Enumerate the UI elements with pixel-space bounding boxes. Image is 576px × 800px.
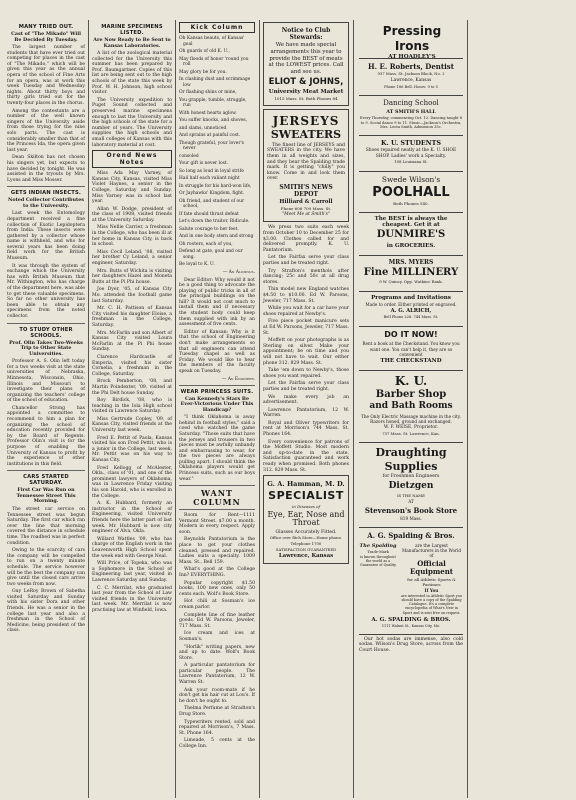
article-paragraph: Among the contestants are a number of the well known singers of the University aside from those trying for the nine solo parts. The cast is considerably smaller than that of the Princess Ida, the opera given last year.: [7, 108, 85, 153]
column-4: [260, 0, 352, 800]
ad-text: Glasses Accurately Fitted.: [275, 529, 337, 535]
poem-line: and slams, unnoticed: [179, 125, 227, 131]
ad-heading: Programs and Invitations: [371, 295, 451, 302]
ad-heading: Dancing School: [383, 99, 439, 108]
ad-heading: Pressing: [382, 24, 442, 38]
ad-heading: Draughting: [375, 446, 447, 460]
poem-line: Defend at gate, goal and our song.: [179, 249, 243, 260]
poem-line: Though grateful, your lover's never: [179, 140, 244, 151]
local-ad: Moffett on your photographs is as Sterling on silver. Make your appointment; be on time and you will not have to wait. Our either phone 312. 829 Mass. St.: [263, 338, 349, 366]
classified-ad: Ask your room-mate if he don't get his hair cut at Lou's. If he don't he ought to.: [179, 687, 255, 704]
poem-line: And in one body stern and strong: [179, 234, 254, 239]
ad-address: Phone 608 709 Mass. St.: [280, 205, 332, 211]
ad-address: 737 Mass. St. Lawrence, Kan.: [382, 430, 440, 436]
local-ad: Let the Fairfax serve your class parties and be treated right.: [263, 381, 349, 392]
ad-business-name: Stevenson's Book Store: [364, 505, 458, 515]
signature: — An Alumnus.: [222, 269, 255, 275]
draughting-supplies-ad: [359, 442, 463, 524]
news-note: Miss Gertrude Copley, '09, of Kansas City, visited friends at the University last week.: [92, 416, 172, 434]
ads-column: [356, 0, 466, 800]
article-paragraph: Owing to the scarcity of cars the company will be compelled to run on a twenty minute schedule. The service however will be the best the company can give until the closed cars arrive two weeks from now.: [7, 548, 85, 587]
ad-text: is known throughout the world as a Guarantee of Quality: [360, 555, 396, 568]
classified-ad: Hot chili at Sosman's ice cream parlor.: [179, 599, 255, 610]
barber-shop-ad: [359, 370, 463, 439]
news-note: Joe Dyer, '05, of Kansas City Mo. attended the football game last Saturday.: [92, 287, 172, 304]
classified-ad: What's good at the College Inn? EVERYTHING.: [179, 567, 255, 578]
poem-line: consoled: [179, 153, 199, 159]
ad-address: 937 Mass. St. Jackson Block, No. 2: [377, 71, 445, 77]
divider: [179, 485, 255, 486]
section-header-box: Orend News Notes: [92, 150, 172, 168]
divider: [7, 186, 85, 187]
subheadline: Are Now Ready to Be Sent to Kansas Laboratories.: [93, 37, 171, 49]
headline: WEAR PRINCESS SUITS.: [180, 388, 254, 395]
divider: [7, 323, 85, 324]
ad-subname: AT HOADLEY'S: [388, 54, 436, 61]
local-ad: Five piece pocket manicure sets at Ed W. Parsons, Jeweler, 717 Mass. St.: [263, 319, 349, 336]
want-column-header: WANT COLUMN: [193, 488, 241, 507]
classified-ad: Reynolds Pantatorium is the place to get your clothes cleaned, pressed and repaired. Ladies suits a specialty. 1009 Mass. St., Bell 159.: [179, 537, 255, 565]
ad-text: for Freshmen Engineers: [382, 474, 440, 480]
article-paragraph: Professor A. S. Olin left today for a two weeks visit at the state universities of Nebraska, Minnesota, Wisconsin, Ohio, Illinois and Missouri to investigate their plans of organizing the teachers' college of the school of education.: [7, 359, 85, 404]
divider: [179, 385, 255, 386]
poem-line: In struggle for his hard-won life,: [179, 183, 252, 189]
subheadline: Can Kennedy's Stars Be Ever-Victorious Under This Handicap?: [180, 395, 254, 413]
ad-text: are interested in Athletic Sport you should have a copy of the Spalding Catalogue. It's a complete encyclopedia of What's New in Sport and is sent free on request.: [401, 594, 462, 615]
divider: [7, 470, 85, 471]
ad-business-name: Dietzgen: [388, 481, 434, 492]
local-ad: Royal and Oliver typewriters for rent at Morrison's 744 Mass. St. Phones 164.: [263, 420, 349, 438]
poem-line: May glory be for you.: [179, 69, 227, 75]
news-note: A. K. Hubbard, formerly an instructor in the School of Engineering, visited University friends here the latter part of last week. Mr. Hubbard is now city engineer of Alva, Okla.: [92, 501, 172, 535]
ad-heading: K. U. STUDENTS: [380, 139, 441, 148]
ad-heading: DO IT NOW!: [384, 329, 438, 339]
spalding-logo: The Spalding: [359, 542, 397, 549]
news-note: Mr. C. H. Pattison of Kansas City visited his daughter Eloise, a freshman in the College, Saturday.: [92, 306, 172, 328]
dancing-school-ad: [359, 95, 463, 132]
subheadline: Prof. Olin Takes Two-Weeks Trip to Other State Universities.: [9, 339, 83, 357]
ad-address: 1015 Mass. St. Both Phones 84: [274, 95, 338, 101]
poem-line: Oh friend, and student of our school,: [179, 198, 245, 209]
classified-ad: Complete line of fine leather goods. Ed W. Parsons, Jeweler, 717 Mass. St.: [179, 612, 255, 629]
poem-line: In clashing dust and scrimmage low: [179, 77, 251, 88]
ad-text: Phone 186 Bell. Hours: 9 to 5: [384, 84, 438, 89]
ad-text: Both Phones 540.: [393, 201, 429, 207]
ad-address: 108 Louisiana St.: [394, 159, 428, 165]
headline: MARINE SPECIMENS LISTED.: [101, 24, 163, 36]
ad-text: The BEST is always the cheapest. Get it at: [374, 216, 448, 229]
ad-subname: University Meat Market: [268, 88, 344, 95]
ad-heading: Fine MILLINERY: [363, 266, 459, 278]
classified-ad: A particular pantatorium for particular people. The Lawrence Pantatorium, 12 W. Warren St.: [179, 663, 255, 686]
column-5b: [470, 0, 574, 800]
ad-text: Rent a book at the Checkstand. You know you want one. You can't help it, they are so convenient: [362, 341, 460, 357]
news-note: Miss Ada May Varney, of Kansas City, Kansas, visited Miss Violet Haynes, a senior in the College, Saturday and Sunday. Miss Varney was in school last year.: [92, 171, 172, 205]
ad-address: Bell Phone 228. 744 Mass. St.: [383, 315, 439, 320]
local-ad: We press two suits each week from October 10 to December 25 for $3.00. Clothes called for and delivered promptly. K. U. Pantatorium.: [263, 225, 349, 253]
poolhall-ad: [359, 171, 463, 209]
ad-body: We have made special arrangements this year to provide the BEST of meats at the LOWEST prices. Call and see us.: [268, 42, 344, 75]
article-paragraph: Dean Skilton has not chosen his singers yet, but expects to have decided by tonight. He was assisted in the tryouts by Mrs. Lyons and Miss Mosser.: [7, 155, 85, 183]
poem-line: You suffer knocks, and shoves,: [179, 118, 248, 123]
ad-business-name: A. G. ALRICH,: [390, 308, 432, 315]
ad-text: in Diseases of: [291, 503, 321, 509]
local-ad: Thin model new England watches $4.50 to $10.00. Ed W. Parsons, Jeweler, 717 Mass. St.: [263, 287, 349, 304]
spalding-ad: [359, 527, 463, 631]
classified-ad: Popular copyright $1.50 books, 100 new ones, only 50 cents each. Wolf's Book Store.: [179, 580, 255, 597]
poem-line: If fate should thrust defeat: [179, 211, 239, 217]
news-note: Roy Birdick, '08, who is teaching in the Iola High school visited in Lawrence Saturday.: [92, 398, 172, 415]
subheadline: Cast of "The Mikado" Will Be Decided By Tuesday.: [11, 31, 81, 43]
article-paragraph: "I think Oklahoma is away behind in football styles," said a coed who watched the game Saturday. "Those suits that have the jerseys and trousers in two pieces must be awfully unhandy and embarrassing to wear, for the two pieces are always pulling apart. I should think the Oklahoma players would get Princess suits, such as our boys wear.": [179, 415, 255, 482]
article-paragraph: A list of the zoological material collected for the University this summer has been prepared by Prof. Baumgartner. Copies of this list are being sent out to the high schools of the state this week by Prof. W. H. Johnson, high school visitor.: [92, 51, 172, 96]
poem-line: Let's down the traitor, Ridicule.: [179, 219, 250, 224]
news-note: Allan W. Dodge, president of the class of 1908, visited friends at the University Saturday.: [92, 206, 172, 223]
article-paragraph: It was through the system of exchange which the University has with British Museum that Mr. Withington, who has charge of the department here, was able to get these valuable specimens. So far no other university has been able to obtain any specimens from the noted collector.: [7, 263, 85, 319]
ad-business-name: A. G. SPALDING & BROS.: [371, 616, 451, 623]
ad-business-name: ELIOT & JOHNS,: [268, 76, 344, 87]
poem-line: May floods of honor 'round you roll: [179, 56, 249, 67]
ad-heading: SWEATERS: [270, 128, 342, 142]
ad-motto: "Meet Me at Smith's": [282, 211, 330, 217]
poem-line: So long as loud in loyal strife: [179, 168, 244, 174]
ad-subname: AT SMITH'S HALL: [386, 109, 436, 116]
classified-ad: "Horlik" writing papers, new and up to date. Wolf's Book Store.: [179, 644, 255, 661]
article-paragraph: Last week the Entomology department received a fine collection of Exotic Lepidoptera from India. These insects were gathered by a collector whose name is withheld, and who for several years has been doing field work for the British Museum.: [7, 211, 85, 262]
ad-text: W. F. WEISE, Proprietor.: [383, 425, 439, 431]
ad-text: Trade-Mark: [367, 549, 389, 554]
section-header-box: Kick Column: [179, 22, 255, 33]
ad-address: Lawrence, Kansas: [278, 553, 334, 560]
poem-line: Oh guards of old K. U.,: [179, 49, 230, 54]
ad-business-name: G. A. Hamman, M. D.: [267, 480, 345, 489]
ad-heading: Irons: [394, 38, 430, 53]
letter-paragraph: Editor of Kansan: Why is it that the school of Engineering don't make arrangements so that all engineers can attend Tuesday chapel as well as Friday. We would like to hear the members of the faculty speak on Tuesday.: [179, 329, 255, 374]
ad-business-name: SMITH'S NEWS DEPOT: [279, 183, 333, 198]
ad-business-name: THE CHECKSTAND: [380, 358, 442, 365]
programs-ad: [359, 291, 463, 323]
news-note: Willard Wattles '09, who has charge of the English work in the Leavenworth High School spent the week end with George Neal.: [92, 536, 172, 559]
news-note: Clarence Hardcastle of Emporia, visited his sister Cornelia, a freshman in the College, Saturday.: [92, 354, 172, 377]
poem-line: Oh rooters, each of you,: [179, 241, 233, 247]
news-note: Will Price, of Topeka, who was a Sophomore in the School of Engineering last year, visited in Lawrence Saturday and Sunday.: [92, 561, 172, 583]
ad-text: The Only Electric Massage machine in the city. Razors honed, ground and exchanged.: [361, 413, 461, 424]
news-note: Fred E. Pettit of Paola, Kansas visited his son Fred Pettit, who is a junior in the College, last week. Mr. Pettit was on his way to Kansas City.: [92, 435, 172, 464]
local-ad: We make every job an advertisement.: [263, 394, 349, 406]
classified-ad: Typewriters rented, sold and repaired at Morrison's, 7 Mass. St. Phone 164.: [179, 719, 255, 736]
ad-body: The finest line of JERSEYS and SWEATERS in the city. We have them in all weights and sizes, and they bear the Spalding trade mark. It is getting "chilly" you know. Come in and look them over.: [267, 142, 345, 182]
groceries-ad: [359, 212, 463, 252]
article-paragraph: Guy LeRoy Brown of Sabetha visited Saturday and Sunday with his sister Dora and other friends. He was a senior in the college last year and also a freshman in the School of Medicine, being president of the class.: [7, 589, 85, 634]
poem-line: Oh Kansas beauts, of Kansas' goal: [179, 36, 245, 47]
ad-address: 819 Mass.: [400, 515, 422, 521]
classified-ad: Limeade, 5 cents at the College Inn.: [179, 738, 255, 750]
article-paragraph: The University expedition to Puget Sound collected and preserved marine specimens enough to last the University and the high schools of the state for a number of years. The University supplies the high schools and small colleges of Kansas with this laboratory material at cost.: [92, 97, 172, 148]
ad-heading: and Bath Rooms: [369, 401, 453, 412]
local-ad: Let the Fairfax serve your class parties and be treated right.: [263, 255, 349, 267]
poem-line: Hail half each valiant night: [179, 176, 240, 181]
spalding-ad-body: [359, 542, 463, 616]
ad-heading: Notice to Club Stewards:: [281, 27, 331, 41]
news-note: Mrs. Butts of Wichita is visiting her daughters Hazel and Moneta Butts at the Pi Phi house.: [92, 268, 172, 285]
news-note: Miss Cecil Leland, '08, visited her brother Cy Leland, a senior engineer, Saturday.: [92, 249, 172, 267]
poem-line: Salute courage to her feet.: [179, 226, 239, 232]
ad-text: for all Athletic Sports & Pastimes: [407, 576, 456, 587]
ad-business-name: A. G. Spalding & Bros.: [367, 531, 455, 541]
ad-text: Shoes repaired neatly at the K. U. SHOE SHOP. Ladies' work a Specialty.: [365, 148, 457, 159]
poem-line: Your gift is never lost.: [179, 161, 228, 166]
classified-ad: Ice cream and ices at Sosman's.: [179, 631, 255, 642]
ad-heading: JERSEYS: [272, 113, 340, 128]
ad-text: Telephone 1700: [290, 541, 322, 547]
ad-text: AT: [408, 499, 414, 505]
ad-text: Office over Rich Store—Home phone.: [269, 535, 343, 541]
headline: CARS STARTED SATURDAY.: [23, 474, 69, 487]
poem-line: Or Jayhawks' Kingdom, fight.: [179, 191, 245, 196]
news-note: Miss Nellie Carrier, a freshman in the College, who has been ill at her home in Kansas City, is back in school.: [92, 225, 172, 248]
news-note: Fred Kellogg of McAlester, Okla., class of '01, and one of the prominent lawyers of Oklahoma, was in Lawrence Friday visiting his son Harold, who is enrolled in the College.: [92, 465, 172, 499]
shoe-shop-ad: [359, 135, 463, 168]
ad-address: 1111 Walnut St., Kansas City, Mo.: [381, 623, 441, 628]
local-ad: While you wait for a car have your shoes repaired at Newby's.: [263, 306, 349, 317]
ad-text: Every Thursday, commencing Oct. 12. Dancing taught 8 to 9. Social dance 9 to 11. Music—Jackson's Orchestra, Mrs. Leota Smith, Admission 35c.: [359, 116, 463, 130]
ad-text: Made to order. Either printed or engraved.: [365, 302, 457, 308]
headline: TO STUDY OTHER SCHOOLS.: [19, 326, 73, 339]
ad-heading: K. U.: [394, 374, 428, 389]
ad-heading: Official Equipment: [409, 559, 454, 576]
ad-heading: SPECIALIST: [268, 489, 344, 503]
classified-ad: Room for Rent—1111 Vermont Street. $7.00 a month. Modern in every respect. Apply soon.: [179, 513, 255, 535]
poem-line: You grapple, tumble, struggle, run: [179, 97, 247, 108]
ad-heading: POOLHALL: [372, 184, 450, 200]
news-note: Mrs. McFarlin and son Albert of Kansas City visited Loura McFarlin at the Pi Phi house Sunday.: [92, 330, 172, 353]
column-2: [89, 0, 175, 800]
dentist-ad: [359, 58, 463, 92]
poem-line: Be loyal to K. U.: [179, 262, 215, 267]
ad-heading: Eye, Ear, Nose and Throat: [267, 509, 345, 528]
ad-subname: Swede Wilson's: [381, 175, 441, 185]
ad-text: in GROCERIES.: [386, 242, 436, 249]
article-paragraph: The largest number of students that have ever tried out competing for places in the cast of "The Mikado," which will be given this year as the annual opera of the school of Fine Arts for an opera, was at work this week Tuesday and Wednesday nights. About thirty boys and thirty girls tried out for the twenty-four places in the chorus.: [7, 45, 85, 106]
news-note: C. C. Merrilat, who graduated last year from the School of Law visited friends in the University last week. Mr. Merrilat is now practising law at Winfield, Iowa.: [92, 585, 172, 613]
millinery-ad: [359, 255, 463, 288]
headline: GETS INDIAN INSECTS.: [10, 190, 82, 197]
local-ad: Our hot sodas are immense, also cold sodas. Wilson's Drug Store, across from the Court House.: [359, 634, 463, 654]
ad-heading: DUNMIRE'S: [376, 229, 446, 241]
ad-text: SATISFACTION GUARANTEED: [275, 546, 337, 552]
signature: — An Engineer.: [221, 376, 255, 382]
spalding-text-block: [400, 542, 463, 616]
local-ad: Try Strafton's menthols after dancing; 25c and 50c at all drug stores.: [263, 268, 349, 285]
headline: MANY TRIED OUT.: [18, 24, 74, 30]
poem-line: Or flashing shins or mine,: [179, 90, 237, 95]
ad-business-name: MRS. MYERS: [388, 258, 434, 266]
column-3: [176, 0, 258, 800]
specialist-ad: [263, 475, 349, 564]
local-ad: Take 'em down to Newby's, those shoes you want repaired.: [263, 368, 349, 379]
article-paragraph: Chancellor Strong has appointed a committee to recommend to him a plan for organizing the school of education recently provided for by the Board of Regents. Professor Olin's visit is for the purpose of enabling the University of Kansas to profit by the experience of other institutions in this field.: [7, 405, 85, 467]
checkstand-ad: [359, 326, 463, 367]
poem-line: And sprains at painful cost.: [179, 133, 241, 138]
ad-text: IS THE NAME: [397, 492, 425, 498]
spalding-trademark-block: [359, 542, 397, 616]
ad-heading: Barber Shop: [375, 388, 447, 400]
subheadline: Noted Collector Contributes to the University.: [7, 197, 84, 209]
classified-ad: Thelma Perfume at Stradton's Drug Store.: [179, 706, 255, 718]
ad-text: If You: [424, 587, 439, 593]
ad-subname: Hilliard & Carroll: [279, 198, 333, 205]
ad-heading: Supplies: [384, 459, 438, 473]
poem: [179, 36, 255, 268]
local-ad: Lawrence Pantatorium, 12 W. Warren.: [263, 407, 349, 419]
letter-paragraph: Dear Editor: Why would it not be a good thing to advocate the playing of public tricks in all of the principal buildings on the hill? It would not cost much to install them and if necessary the student body could keep them supplied with ink by an assessment of five cents.: [179, 277, 255, 328]
jerseys-sweaters-ad: [263, 109, 349, 223]
meat-market-ad: [263, 22, 349, 106]
ad-business-name: H. E. Roberts, Dentist: [368, 62, 454, 71]
local-ad: Every convenience for patrons of the Moffett Studio. Most modern and up-to-date in the state. Satisfaction guaranteed and work ready when promised. Both phones 312. 829 Mass. St.: [263, 439, 349, 473]
poem-line: With honest hearts aglow.: [179, 110, 237, 116]
divider: [179, 509, 255, 510]
column-1: [4, 0, 88, 800]
ad-text: are the Largest Manufacturers in the World of: [401, 542, 462, 559]
ad-text: Lawrence, Kansas: [390, 78, 432, 84]
news-note: Brock Pemberton, '08, and Martin Poindexter, '09, visited at the Phi Delt house Sunday.: [92, 379, 172, 396]
article-paragraph: The street car service on Tennessee street was begun Saturday. The first car which ran over the line that morning covered the distance in schedule time. The roadbed was in perfect condition.: [7, 506, 85, 546]
subheadline: First Car Was Run on Tennessee Street This Morning.: [16, 487, 76, 505]
ad-address: 9 W. Quincy. Opp. Watkins' Bank.: [379, 279, 443, 285]
